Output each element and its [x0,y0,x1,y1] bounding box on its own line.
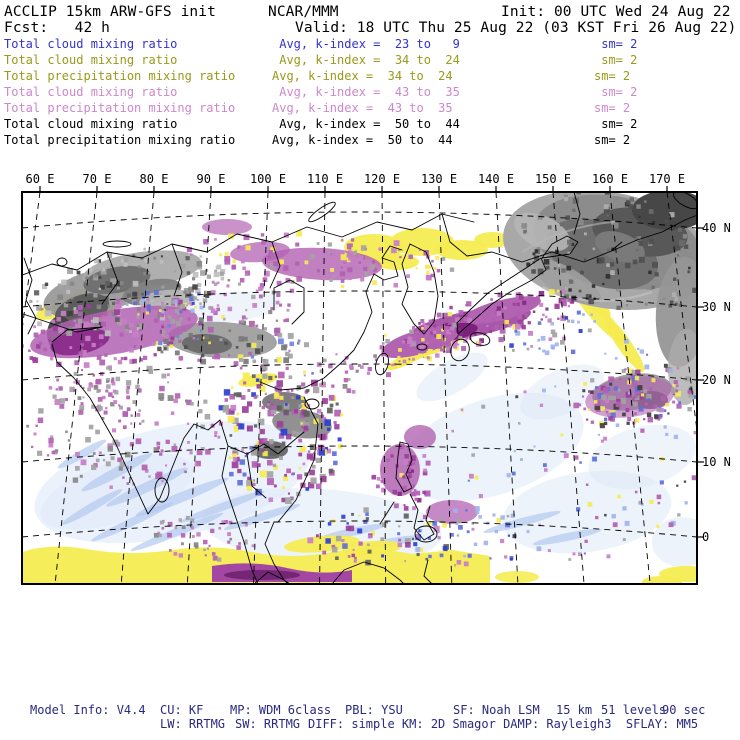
lon-label: 160 E [591,172,629,186]
lon-label: 110 E [306,172,344,186]
model-info-item: LW: RRTMG [160,717,226,731]
legend-stats: Avg, k-index = 34 to 24 [272,53,460,67]
legend-label: Total cloud mixing ratio [4,85,178,99]
init-time: Init: 00 UTC Wed 24 Aug 22 [501,4,731,20]
legend-label: Total precipitation mixing ratio [4,69,236,83]
yellow-cloud [642,576,682,588]
yellow-cloud [599,312,649,376]
island-outline [57,258,67,266]
legend-sm: sm= 2 [594,69,631,83]
org-title: NCAR/MMM [268,4,339,20]
legend-stats: Avg, k-index = 34 to 24 [272,69,453,83]
lon-label: 80 E [139,172,169,186]
lon-label: 140 E [477,172,515,186]
forecast-map [14,184,726,604]
legend-label: Total precipitation mixing ratio [4,101,236,115]
legend-sm: sm= 2 [594,37,638,51]
lon-label: 130 E [420,172,458,186]
model-info-item: CU: KF [160,703,204,717]
lat-label: 40 N [702,221,731,235]
lon-label: 100 E [249,172,287,186]
legend-stats: Avg, k-index = 50 to 44 [272,117,460,131]
lon-label: 120 E [363,172,401,186]
lat-label: 20 N [702,373,731,387]
island-outline [103,241,131,247]
lat-label: 10 N [702,455,731,469]
legend-label: Total precipitation mixing ratio [4,133,236,147]
legend-sm: sm= 2 [594,101,631,115]
lon-label: 150 E [534,172,572,186]
meridian-line [14,192,40,584]
legend-sm: sm= 2 [594,53,638,67]
model-info-item: PBL: YSU [345,703,403,717]
fcst-hour: Fcst: 42 h [4,20,110,36]
legend-label: Total cloud mixing ratio [4,37,178,51]
legend-stats: Avg, k-index = 50 to 44 [272,133,453,147]
model-info-item: DIFF: simple KM: 2D Smagor DAMP: Rayleigh3 SFLAY: MM5 [308,717,699,731]
itcz-purple-core [224,570,300,580]
legend-stats: Avg, k-index = 43 to 35 [272,101,453,115]
valid-time: Valid: 18 UTC Thu 25 Aug 22 (03 KST Fri 26 Aug 22) [295,20,737,36]
model-info-item: MP: WDM 6class [230,703,332,717]
lon-label: 60 E [25,172,55,186]
legend-stats: Avg, k-index = 23 to 9 [272,37,460,51]
model-info-item: SW: RRTMG [235,717,301,731]
lat-label: 30 N [702,300,731,314]
legend-sm: sm= 2 [594,85,638,99]
lat-label: 0 [702,530,710,544]
model-info-item: 15 km [556,703,593,717]
model-info-item: Model Info: V4.4 [30,703,146,717]
legend-label: Total cloud mixing ratio [4,53,178,67]
model-title: ACCLIP 15km ARW-GFS init [4,4,216,20]
mixing-ratio-field-layer [14,184,721,588]
lon-label: 70 E [82,172,112,186]
purple-cloud [202,219,252,235]
legend-stats: Avg, k-index = 43 to 35 [272,85,460,99]
legend-sm: sm= 2 [594,117,638,131]
model-info-item: SF: Noah LSM [453,703,540,717]
model-info-item: 90 sec [662,703,706,717]
purple-cloud [426,500,478,524]
yellow-patch [495,571,539,583]
model-info-item: 51 levels [601,703,667,717]
legend-label: Total cloud mixing ratio [4,117,178,131]
lon-label: 90 E [196,172,226,186]
legend-sm: sm= 2 [594,133,631,147]
lon-label: 170 E [648,172,686,186]
